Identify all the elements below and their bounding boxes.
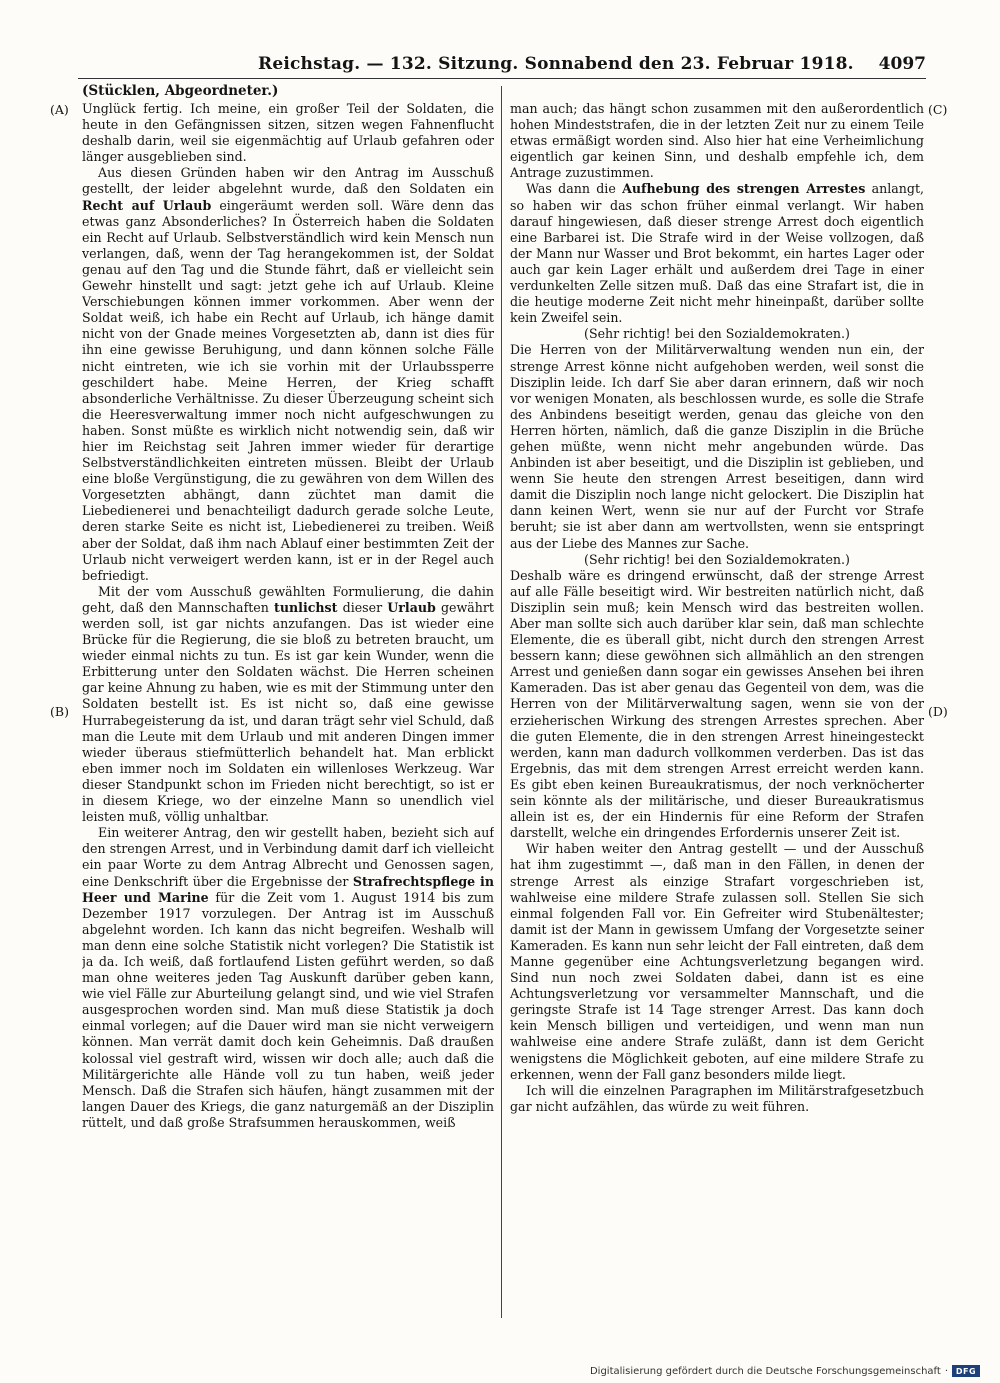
emphasis: Recht auf Urlaub	[82, 197, 212, 213]
text-run: Mit der vom Ausschuß gewählten Formulierung, die dahin geht, daß den Mannschaften	[82, 583, 494, 615]
text-run: Aus diesen Gründen haben wir den Antrag im Ausschuß gestellt, der leider abgelehnt wurde, daß den Soldaten ein	[82, 165, 494, 197]
paragraph	[82, 584, 494, 825]
page-number: 4097	[878, 54, 926, 74]
left-column	[82, 101, 494, 1317]
page-header	[78, 52, 926, 79]
paragraph: Ich will die einzelnen Paragraphen im Militärstrafgesetzbuch gar nicht aufzählen, das würde zu weit führen.	[510, 1082, 924, 1114]
text-run: gewährt werden soll, ist gar nichts anzufangen. Das ist wieder eine Brücke für die Regierung, die sie bloß zu betreten braucht, um wieder einmal nichts zu tun. Es ist gar kein Wunder, wenn die Erbitterung unter den Soldaten wächst. Die Herren scheinen gar keine Ahnung zu haben, wie es mit der Stimmung unter den Soldaten bestellt ist. Es ist nicht so, daß eine gewisse Hurrabegeisterung da ist, und daran trägt sehr viel Schuld, daß man die Leute mit dem Urlaub und mit anderen Dingen immer wieder überaus stiefmütterlich behandelt hat. Man erblickt eben immer noch im Soldaten ein willenloses Werkzeug. War dieser Standpunkt schon im Frieden nicht berechtigt, so ist er in diesem Kriege, wo der einzelne Mann so unendlich viel leisten muß, völlig unhaltbar.	[82, 599, 494, 825]
text-run: Ein weiterer Antrag, den wir gestellt haben, bezieht sich auf den strengen Arrest, und in Verbindung damit darf ich vielleicht ein paar Worte zu dem Antrag Albrecht und Genossen sagen, eine Denkschrift über die Ergebnisse der	[82, 825, 494, 889]
right-column	[510, 101, 924, 1317]
interjection: (Sehr richtig! bei den Sozialdemokraten.)	[584, 551, 850, 567]
paragraph	[82, 165, 494, 583]
paragraph: Die Herren von der Militärverwaltung wenden nun ein, der strenge Arrest könne nicht aufgehoben werden, weil sonst die Disziplin leide. Ich darf Sie aber daran erinnern, daß wir noch vor wenigen Monaten, als beschlossen wurde, es solle die Strafe des Anbindens beseitigt werden, genau das gleiche von den Herren hörten, nämlich, daß die ganze Disziplin in die Brüche gehen müßte, wenn nicht mehr angebunden würde. Das Anbinden ist aber beseitigt, und die Disziplin ist geblieben, und wenn Sie heute den strengen Arrest beseitigen, dann wird damit die Disziplin noch lange nicht gelockert. Die Disziplin hat dann keinen Wert, wenn sie nur auf der Furcht vor Strafe beruht; sie ist aber dann am wertvollsten, wenn sie entspringt aus der Liebe des Mannes zur Sache.	[510, 342, 924, 551]
margin-mark-c: (C)	[928, 102, 948, 117]
text-run: eingeräumt werden soll. Wäre denn das etwas ganz Absonderliches? In Österreich haben die Soldaten ein Recht auf Urlaub. Selbstverständlich wird kein Mensch nun verlangen, daß, wenn der Tag herangekommen ist, der Soldat genau auf den Tag und die Stunde fährt, daß er vielleicht sein Gewehr hinstellt und sagt: jetzt gehe ich auf Urlaub. Kleine Verschiebungen können immer vorkommen. Aber wenn der Soldat weiß, ich habe ein Recht auf Urlaub, ich hänge damit nicht von der Gnade meines Vorgesetzten ab, dann ist dies für ihn eine gewisse Beruhigung, und dann können solche Fälle nicht eintreten, wie ich sie vorhin mit der Urlaubssperre geschildert habe. Meine Herren, der Krieg schafft absonderliche Verhältnisse. Zu dieser Überzeugung scheint sich die Heeresverwaltung immer noch nicht aufgeschwungen zu haben. Sonst müßte es wirklich nicht notwendig sein, daß wir hier im Reichstag seit Jahren immer wieder für derartige Selbstverständlichkeiten eintreten müssen. Bleibt der Urlaub eine bloße Vergünstigung, die zu gewähren von dem Willen des Vorgesetzten abhängt, dann züchtet man damit die Liebedienerei und benachteiligt dadurch gerade solche Leute, deren starke Seite es nicht ist, Liebedienerei zu treiben. Weiß aber der Soldat, daß ihm nach Ablauf einer bestimmten Zeit der Urlaub nicht verweigert werden kann, ist er in der Regel auch befriedigt.	[82, 197, 494, 583]
paragraph: man auch; das hängt schon zusammen mit den außerordentlich hohen Mindeststrafen, die in der letzten Zeit nur zu einem Teile etwas ermäßigt worden sind. Also hier hat eine Verheimlichung eigentlich gar keinen Sinn, und deshalb empfehle ich, dem Antrage zuzustimmen.	[510, 101, 924, 181]
text-run: dieser	[337, 599, 388, 615]
interjection: (Sehr richtig! bei den Sozialdemokraten.)	[584, 326, 850, 342]
dfg-logo-icon[interactable]: DFG	[952, 1365, 980, 1377]
emphasis: Aufhebung des strengen Arrestes	[622, 181, 866, 197]
margin-mark-a: (A)	[50, 102, 69, 117]
paragraph	[510, 181, 924, 326]
paragraph: Wir haben weiter den Antrag gestellt — und der Ausschuß hat ihm zugestimmt —, daß man in den Fällen, in denen der strenge Arrest als einzige Strafart vorgeschrieben ist, wahlweise eine mildere Strafe zulassen soll. Stellen Sie sich einmal folgenden Fall vor. Ein Gefreiter wird Stubenältester; damit ist der Mann in gewissem Umfang der Vorgesetzte seiner Kameraden. Es kann nun sehr leicht der Fall eintreten, daß dem Manne gegenüber eine Achtungsverletzung begangen wird. Sind nun noch zwei Soldaten dabei, dann ist es eine Achtungsverletzung vor versammelter Mannschaft, und die geringste Strafe ist 14 Tage strenger Arrest. Das kann doch kein Mensch billigen und verteidigen, und wenn man nun wahlweise eine andere Strafe zuläßt, dann ist dem Gericht wenigstens die Möglichkeit geboten, auf eine mildere Strafe zu erkennen, wenn der Fall ganz besonders milde liegt.	[510, 841, 924, 1082]
paragraph: Deshalb wäre es dringend erwünscht, daß der strenge Arrest auf alle Fälle beseitigt wird. Wir bestreiten natürlich nicht, daß Disziplin sein muß; kein Mensch wird das bestreiten wollen. Aber man sollte sich auch darüber klar sein, daß man schlechte Elemente, die es überall gibt, nicht durch den strengen Arrest bessern kann; diese gewöhnen sich allmählich an den strengen Arrest und genießen dann sogar ein gewisses Ansehen bei ihren Kameraden. Das ist aber genau das Gegenteil von dem, was die Herren von der Militärverwaltung sagen, wenn sie von der erzieherischen Wirkung des strengen Arrestes sprechen. Aber die guten Elemente, die in den strengen Arrest hineingesteckt werden, kann man dadurch vollkommen verderben. Das ist das Ergebnis, das mit dem strengen Arrest erreicht werden kann. Es gibt eben keinen Bureaukratismus, der noch verknöcherter sein könnte als der militärische, und dieser Bureaukratismus allein ist es, der ein Hindernis für eine Reform der Strafen darstellt, welche ein dringendes Erfordernis unserer Zeit ist.	[510, 567, 924, 841]
running-title: Reichstag. — 132. Sitzung. Sonnabend den 23. Februar 1918.	[258, 54, 854, 74]
emphasis: Urlaub	[387, 599, 436, 615]
margin-mark-d: (D)	[928, 704, 948, 719]
column-divider	[501, 86, 502, 1318]
text-run: Was dann die	[526, 181, 623, 197]
text-run: anlangt, so haben wir das schon früher einmal verlangt. Wir haben darauf hingewiesen, daß dieser strenge Arrest doch eigentlich eine Barbarei ist. Die Strafe wird in der Weise vollzogen, daß der Mann nur Wasser und Brot bekommt, ein hartes Lager oder auch gar kein Lager erhält und außerdem drei Tage in einer verdunkelten Zelle sitzen muß. Daß das eine Strafart ist, die in die heutige moderne Zeit nicht mehr hineinpaßt, darüber sollte kein Zweifel sein.	[510, 181, 924, 326]
separator: ·	[944, 1365, 948, 1377]
emphasis: Strafrechtspflege in Heer und Marine	[82, 873, 494, 905]
footer	[590, 1364, 980, 1378]
margin-mark-b: (B)	[50, 704, 69, 719]
speaker-label: (Stücklen, Abgeordneter.)	[82, 83, 279, 99]
text-run: für die Zeit vom 1. August 1914 bis zum Dezember 1917 vorzulegen. Der Antrag ist im Ausschuß abgelehnt worden. Ich kann das nicht begreifen. Weshalb will man denn eine solche Statistik nicht vorlegen? Die Statistik ist ja da. Ich weiß, daß fortlaufend Listen geführt werden, so daß man ohne weiteres jeden Tag Auskunft darüber geben kann, wie viel Fälle zur Aburteilung gelangt sind, und wie viel Strafen ausgesprochen worden sind. Man muß diese Statistik ja doch einmal vorlegen; auf die Dauer wird man sie nicht verweigern können. Man verrät damit doch kein Geheimnis. Daß draußen kolossal viel gestraft wird, wissen wir doch alle; auch daß die Militärgerichte alle Hände voll zu tun haben, weiß jeder Mensch. Daß die Strafen sich häufen, hängt zusammen mit der langen Dauer des Kriegs, die ganz naturgemäß an der Disziplin rüttelt, und daß große Strafsummen herauskommen, weiß	[82, 889, 494, 1130]
emphasis: tunlichst	[274, 599, 338, 615]
paragraph: Unglück fertig. Ich meine, ein großer Teil der Soldaten, die heute in den Gefängnissen sitzen, sitzen wegen Fahnenflucht deshalb darin, weil sie eigenmächtig auf Urlaub gefahren oder länger ausgeblieben sind.	[82, 101, 494, 165]
paragraph	[82, 825, 494, 1131]
footer-credit: Digitalisierung gefördert durch die Deutsche Forschungsgemeinschaft	[589, 1365, 941, 1377]
